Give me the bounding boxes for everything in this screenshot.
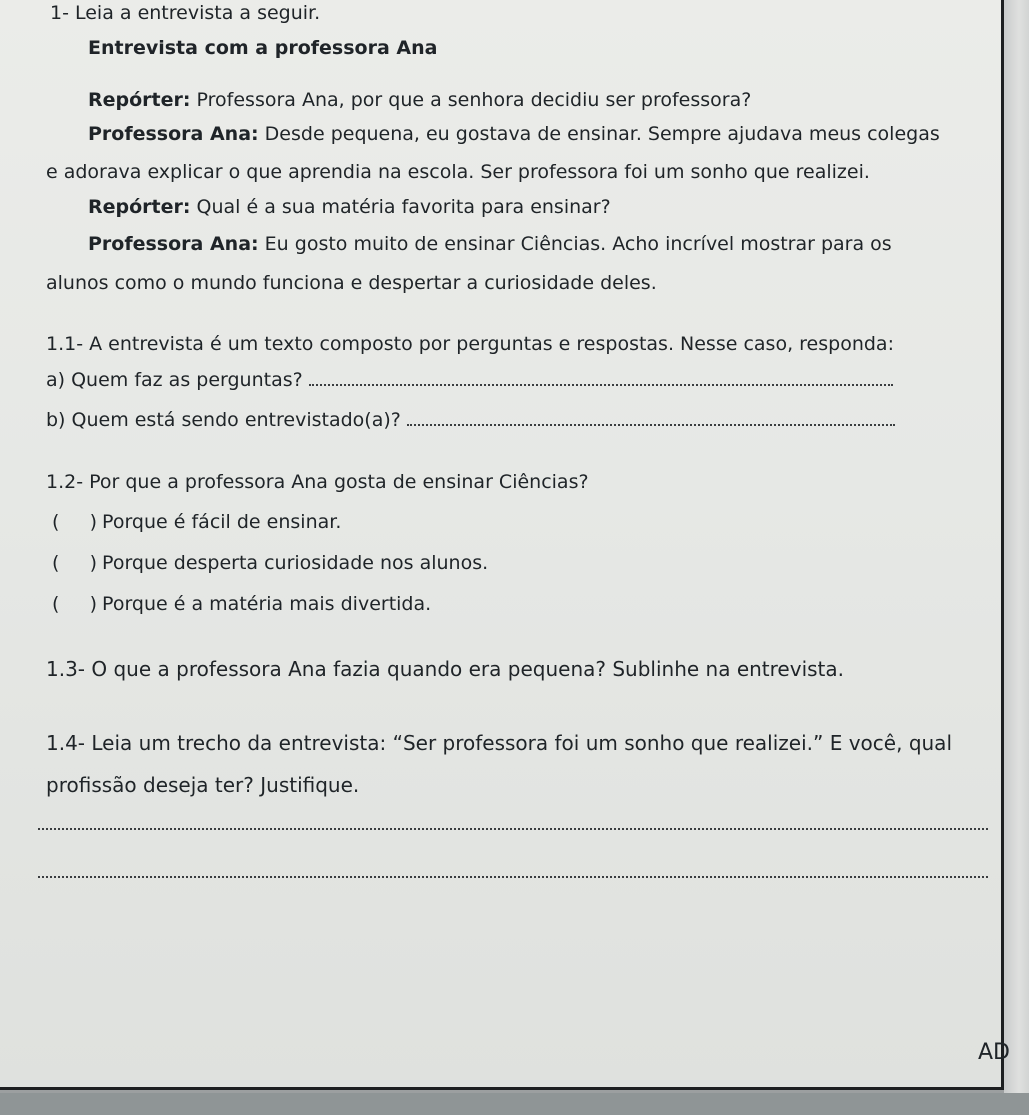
answer-line-1[interactable] [38, 826, 988, 830]
interview-line-2 [88, 122, 940, 146]
choice-option-3[interactable] [52, 592, 431, 616]
answer-blank-a[interactable] [309, 368, 893, 386]
question-1-1-b [46, 408, 895, 432]
speaker-label: Professora Ana: [88, 233, 259, 255]
question-1-3-prompt: 1.3- O que a professora Ana fazia quando era pequena? Sublinhe na entrevista. [46, 657, 845, 681]
checkbox-paren[interactable]: ( ) [52, 593, 98, 615]
interview-text: Eu gosto muito de ensinar Ciências. Acho incrível mostrar para os [258, 233, 892, 255]
speaker-label: Professora Ana: [88, 123, 259, 145]
interview-line-4 [88, 232, 892, 256]
question-1-1-prompt: 1.1- A entrevista é um texto composto por perguntas e respostas. Nesse caso, responda: [46, 333, 894, 355]
answer-line-2[interactable] [38, 874, 988, 878]
interview-text: Professora Ana, por que a senhora decidiu ser professora? [190, 89, 752, 111]
activity-heading: 1- Leia a entrevista a seguir. [50, 2, 321, 24]
page-edge-background [1004, 0, 1029, 1115]
question-1-4-prompt: 1.4- Leia um trecho da entrevista: “Ser professora foi um sonho que realizei.” E você, qual [46, 731, 952, 755]
speaker-label: Repórter: [88, 196, 191, 218]
interview-text: Desde pequena, eu gostava de ensinar. Sempre ajudava meus colegas [258, 123, 940, 145]
interview-text: Qual é a sua matéria favorita para ensinar? [190, 196, 611, 218]
question-text: a) Quem faz as perguntas? [46, 369, 303, 391]
interview-title: Entrevista com a professora Ana [88, 37, 438, 59]
interview-line-3 [88, 195, 611, 219]
answer-blank-b[interactable] [407, 408, 895, 426]
checkbox-paren[interactable]: ( ) [52, 511, 98, 533]
checkbox-paren[interactable]: ( ) [52, 552, 98, 574]
choice-text: Porque é a matéria mais divertida. [102, 593, 432, 615]
question-text: b) Quem está sendo entrevistado(a)? [46, 409, 401, 431]
footer-mark: AD [978, 1040, 1010, 1065]
interview-line-1 [88, 88, 751, 112]
question-1-2-prompt: 1.2- Por que a professora Ana gosta de ensinar Ciências? [46, 471, 589, 493]
table-surface [0, 1093, 1029, 1115]
choice-text: Porque desperta curiosidade nos alunos. [102, 552, 489, 574]
question-1-1-a [46, 368, 893, 392]
interview-line-2-cont: e adorava explicar o que aprendia na escola. Ser professora foi um sonho que realizei. [46, 161, 870, 183]
speaker-label: Repórter: [88, 89, 191, 111]
question-1-4-prompt-cont: profissão deseja ter? Justifique. [46, 773, 360, 797]
choice-option-2[interactable] [52, 551, 488, 575]
choice-option-1[interactable] [52, 510, 341, 534]
choice-text: Porque é fácil de ensinar. [102, 511, 342, 533]
interview-line-4-cont: alunos como o mundo funciona e despertar a curiosidade deles. [46, 272, 657, 294]
